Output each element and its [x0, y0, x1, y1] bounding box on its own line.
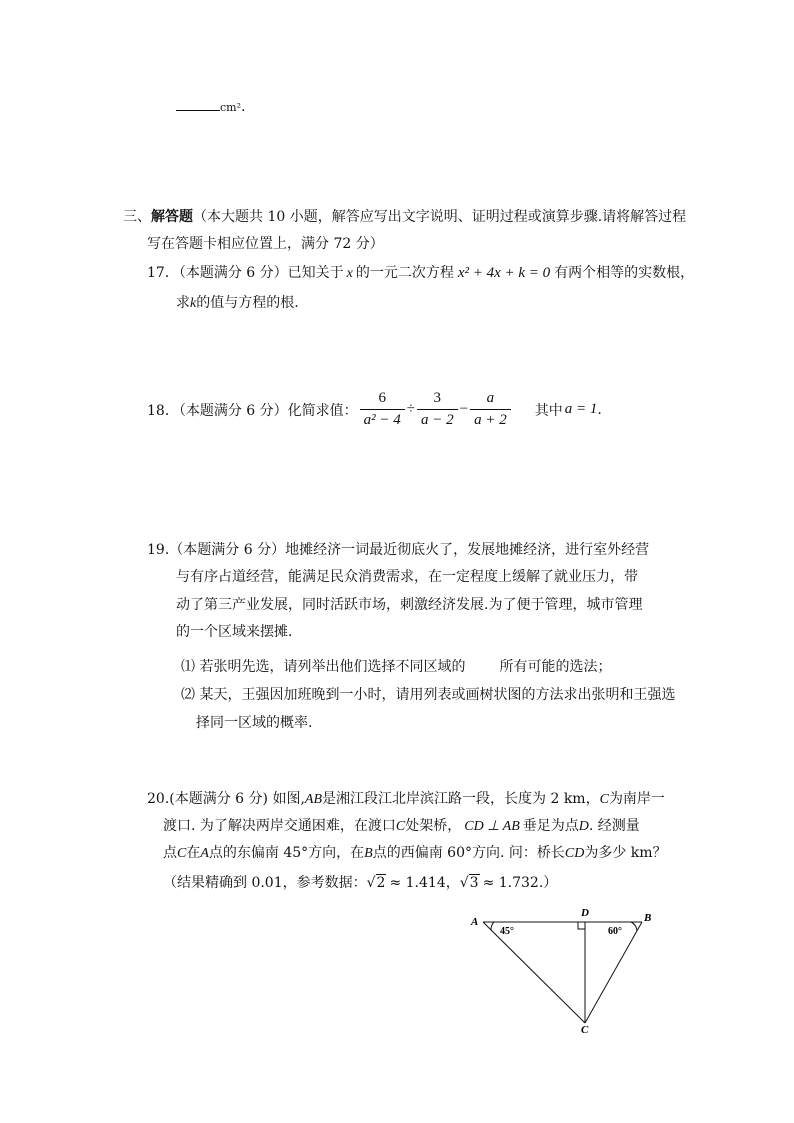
frac2-numerator: 3 [417, 390, 458, 410]
q20-c-2: C [395, 819, 406, 834]
answer-blank [176, 98, 220, 111]
section3-header [123, 206, 686, 226]
label-b: B [644, 912, 652, 924]
q20-ab: AB [304, 792, 323, 807]
q18-condition: a = 1 [564, 401, 598, 417]
divide-sign: ÷ [406, 401, 415, 417]
q18-label: 18．（本题满分 6 分）化简求值： [147, 402, 358, 419]
q20-line3-e: 为多少 km？ [584, 845, 667, 861]
label-d: D [581, 907, 589, 919]
q16-unit: cm² [220, 101, 242, 114]
approx-sqrt3: ≈ 1.732 [482, 875, 539, 891]
q17-text-end: 有两个相等的实数根， [554, 265, 695, 281]
q18-line [147, 390, 602, 429]
angle-a-arc [491, 922, 494, 930]
q17-equation: x² + 4x + k = 0 [457, 265, 551, 281]
q19-sub2-line2: 择同一区域的概率. [196, 715, 313, 731]
q20-line1-c: 为南岸一 [608, 791, 665, 807]
q17-line1 [147, 262, 694, 282]
q20-cd: CD [564, 846, 585, 861]
q18-condition-end: . [597, 401, 602, 418]
frac1-numerator: 6 [360, 390, 405, 410]
approx-sqrt2: ≈ 1.414 [389, 875, 446, 891]
section3-desc-line1: （本大题共 10 小题，解答应写出文字说明、证明过程或演算步骤.请将解答过程 [193, 209, 687, 225]
q20-line3-b: 在 [186, 845, 201, 861]
frac2-denominator: a − 2 [420, 412, 454, 428]
frac1-denominator: a² − 4 [363, 412, 401, 428]
minus-sign: − [459, 401, 469, 417]
q19-line1: 19.（本题满分 6 分）地摊经济一词最近彻底火了，发展地摊经济，进行室外经营 [147, 542, 650, 558]
q20-line1-b: 是湘江段江北岸滨江路一段，长度为 2 km， [322, 791, 600, 807]
q20-line3 [163, 842, 667, 862]
q19-line2: 与有序占道经营，能满足民众消费需求，在一定程度上缓解了就业压力，带 [176, 569, 638, 585]
angle-b-arc [631, 922, 637, 931]
q17-line2-post: 的值与方程的根. [196, 295, 299, 311]
sqrt2-radicand: 2 [376, 875, 386, 891]
frac3-denominator: a + 2 [474, 412, 507, 428]
right-angle-mark [578, 922, 585, 929]
q20-line4 [163, 872, 557, 892]
q20-line2-c: 垂足为点 [522, 818, 579, 834]
q20-line3-c: 点的东偏南 45°方向，在 [208, 845, 365, 861]
q17-var-k: k [190, 296, 197, 311]
q20-line2 [163, 815, 640, 835]
q20-line2-d: . 经测量 [588, 818, 640, 834]
q19-line3: 动了第三产业发展，同时活跃市场，刺激经济发展.为了便于管理，城市管理 [176, 597, 643, 613]
label-c: C [581, 1024, 589, 1036]
q16-answer-blank-line [176, 98, 245, 115]
label-a: A [471, 916, 479, 928]
section3-title: 解答题 [151, 209, 193, 225]
q20-line4-c: .） [538, 875, 558, 891]
q19-line4: 的一个区域来摆摊． [176, 624, 302, 640]
q20-line2-b: 处架桥， [405, 818, 462, 834]
q20-b: B [364, 846, 373, 861]
frac3-numerator: a [470, 390, 511, 410]
section3-number: 三、 [123, 209, 151, 225]
q18-condition-pre: 其中 [534, 402, 563, 419]
q20-line3-d: 点的西偏南 60°方向. 问：桥长 [372, 845, 565, 861]
q17-label: 17．（本题满分 6 分）已知关于 [147, 265, 344, 281]
q19-sub1 [181, 656, 611, 676]
q20-cd-perp-ab: CD ⊥ AB [464, 819, 520, 834]
sqrt3-radicand: 3 [469, 875, 479, 891]
segment-bc [585, 922, 642, 1023]
segment-ac [483, 922, 585, 1023]
section3-desc-line2: 写在答题卡相应位置上，满分 72 分） [147, 236, 384, 252]
q18-fraction-1 [360, 390, 405, 429]
q20-line1 [147, 788, 665, 808]
q16-period: . [241, 99, 246, 115]
q19-sub1-a: ⑴ 若张明先选，请列举出他们选择不同区域的 [181, 659, 466, 675]
q20-c-3: C [177, 846, 187, 861]
q20-line1-a: 20.(本题满分 6 分) 如图, [147, 791, 305, 807]
q17-line2 [176, 292, 299, 312]
sqrt2: √2 [366, 875, 386, 891]
q20-d: D [578, 819, 589, 834]
sqrt3: √3 [459, 875, 479, 891]
q20-line4-a: （结果精确到 0.01，参考数据： [163, 875, 367, 891]
q17-text-mid: 的一元二次方程 [355, 265, 454, 281]
q20-line2-a: 渡口. 为了解决两岸交通困难，在渡口 [163, 818, 396, 834]
q18-fraction-2 [417, 390, 458, 429]
q18-fraction-3 [470, 390, 511, 429]
q17-var-x: x [346, 266, 353, 281]
angle-b-label: 60° [608, 926, 622, 937]
q20-line3-a: 点 [163, 845, 177, 861]
q20-line4-b: ， [445, 875, 460, 891]
q20-c: C [599, 792, 609, 807]
q19-sub2-line1: ⑵ 某天，王强因加班晚到一小时，请用列表或画树状图的方法求出张明和王强选 [181, 687, 676, 703]
angle-a-label: 45° [500, 926, 514, 937]
q20-triangle-figure [465, 903, 665, 1038]
q20-a: A [200, 846, 209, 861]
q17-line2-pre: 求 [176, 295, 190, 311]
q19-sub1-b: 所有可能的选法； [499, 659, 612, 675]
